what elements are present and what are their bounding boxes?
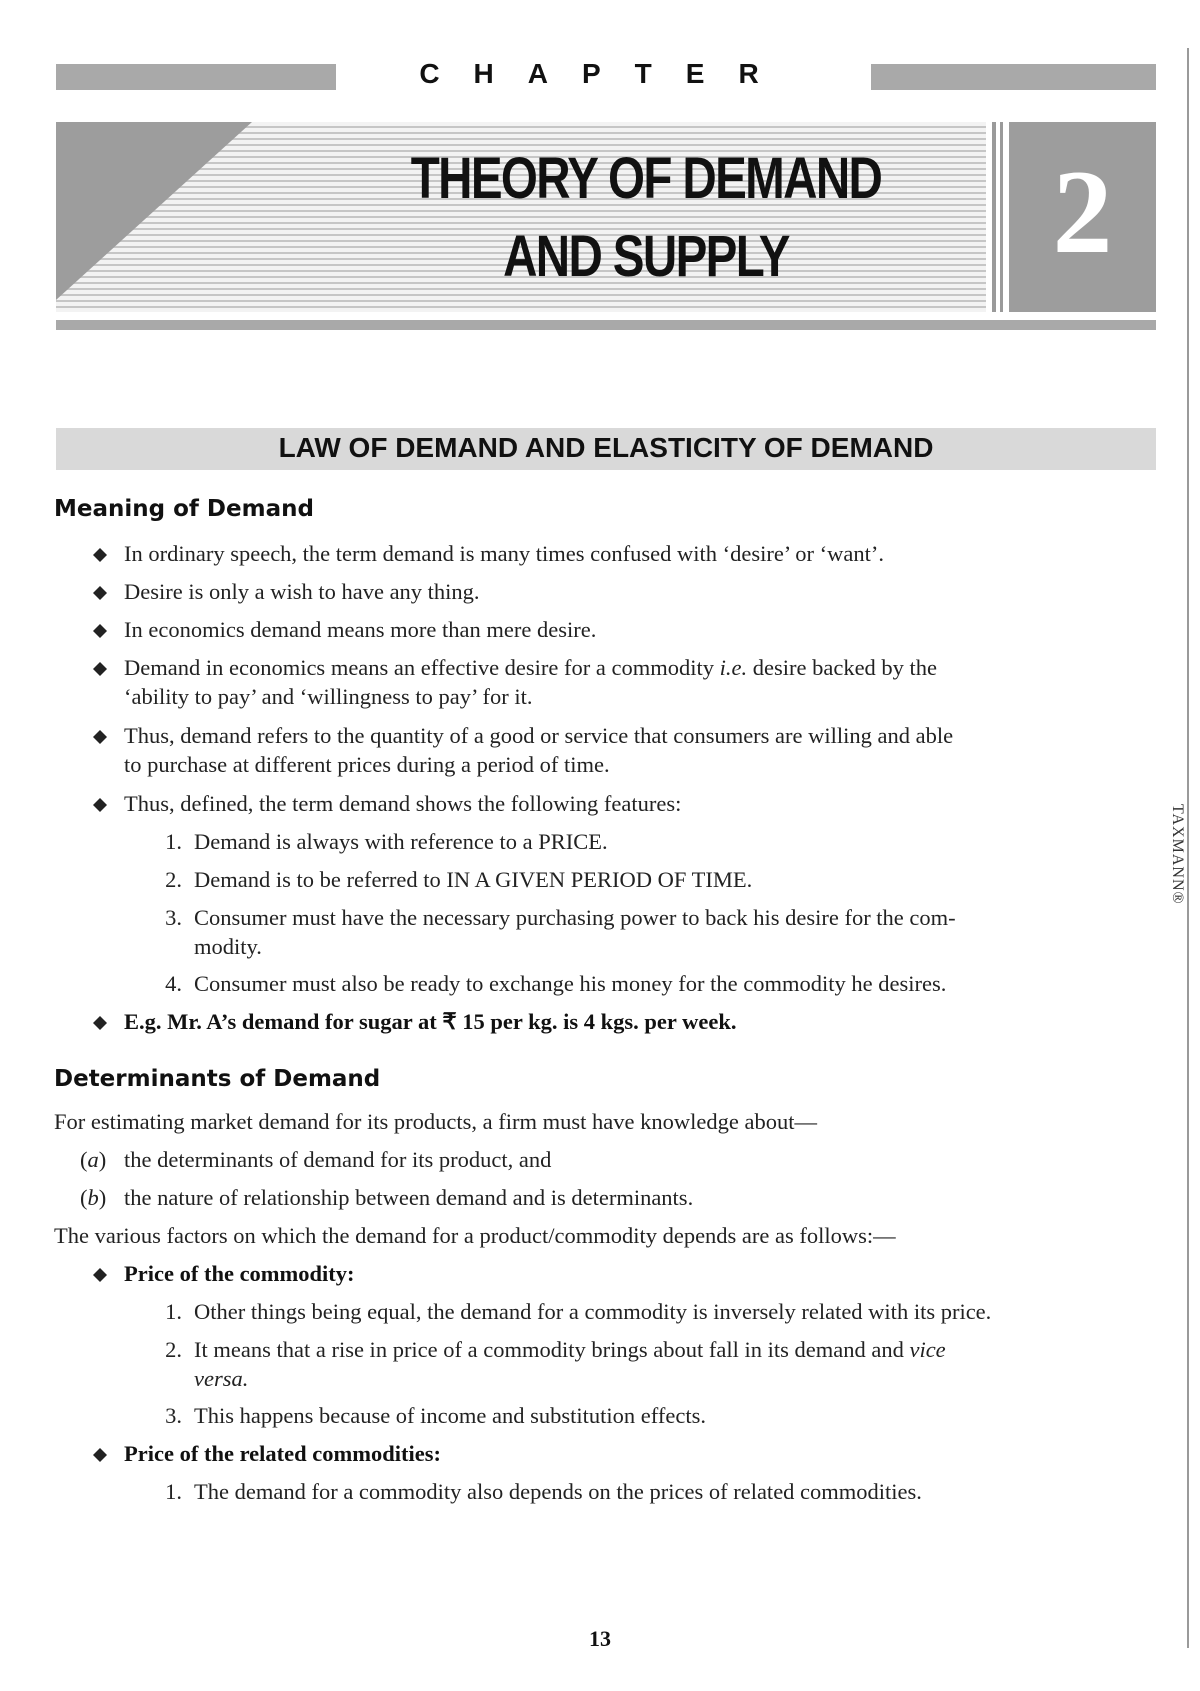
bullet-text: In economics demand means more than mere desire. <box>124 617 597 642</box>
list-number: 4. <box>165 971 182 996</box>
chapter-number: 2 <box>1052 145 1113 278</box>
sub-item-label: (a) <box>80 1147 107 1172</box>
title-separator <box>992 122 996 312</box>
diamond-bullet-icon <box>93 586 107 600</box>
section-title: LAW OF DEMAND AND ELASTICITY OF DEMAND <box>278 432 934 463</box>
bullet-text: Thus, demand refers to the quantity of a good or service that consumers are willing and able <box>124 723 954 748</box>
sub-item-label: (b) <box>80 1185 107 1210</box>
bullet-text: Desire is only a wish to have any thing. <box>124 579 480 604</box>
sub-item-text: the determinants of demand for its product, and <box>124 1147 552 1172</box>
bullet-text-continued: ‘ability to pay’ and ‘willingness to pay’ for it. <box>124 684 533 709</box>
diamond-bullet-icon <box>93 662 107 676</box>
text-fragment: Demand in economics means an effective desire for a commodity <box>124 655 720 680</box>
text-fragment: desire backed by the <box>747 655 938 680</box>
diamond-bullet-icon <box>93 624 107 638</box>
bullet-text: Thus, defined, the term demand shows the following features: <box>124 791 682 816</box>
list-number: 1. <box>165 1479 182 1504</box>
list-number: 2. <box>165 1337 182 1362</box>
title-triangle <box>56 122 256 312</box>
chapter-header-row <box>56 58 1156 94</box>
list-number: 3. <box>165 1403 182 1428</box>
factor-text <box>194 1336 946 1364</box>
diamond-bullet-icon <box>93 730 107 744</box>
factor-heading: Price of the related commodities: <box>124 1441 441 1466</box>
sub-item-letter: b <box>87 1185 99 1210</box>
feature-text: Consumer must also be ready to exchange his money for the commodity he desires. <box>194 971 947 996</box>
feature-text: Demand is always with reference to a PRICE. <box>194 829 608 854</box>
chapter-title-line-1: THEORY OF DEMAND <box>410 146 882 211</box>
title-underline <box>56 320 1156 330</box>
diamond-bullet-icon <box>93 1268 107 1282</box>
diamond-bullet-icon <box>93 1448 107 1462</box>
bullet-text <box>124 654 937 682</box>
factor-text-continued: versa. <box>194 1366 249 1391</box>
example-text: E.g. Mr. A’s demand for sugar at ₹ 15 per kg. is 4 kgs. per week. <box>124 1009 737 1034</box>
diamond-bullet-icon <box>93 548 107 562</box>
page-number: 13 <box>589 1626 611 1651</box>
chapter-title <box>359 140 933 296</box>
paragraph-text: The various factors on which the demand for a product/commodity depends are as follows:— <box>54 1223 896 1248</box>
text-fragment: It means that a rise in price of a commodity brings about fall in its demand and <box>194 1337 910 1362</box>
chapter-title-block <box>56 122 1156 312</box>
sub-item-text: the nature of relationship between demand and is determinants. <box>124 1185 694 1210</box>
chapter-bar-right <box>871 64 1156 90</box>
paragraph-text: For estimating market demand for its products, a firm must have knowledge about— <box>54 1109 817 1134</box>
text-fragment-italic: i.e. <box>719 655 748 680</box>
factor-text: This happens because of income and substitution effects. <box>194 1403 706 1428</box>
feature-text: Demand is to be referred to IN A GIVEN PERIOD OF TIME. <box>194 867 753 892</box>
chapter-title-line-2: AND SUPPLY <box>503 224 789 289</box>
text-fragment-italic: vice <box>909 1337 946 1362</box>
feature-text: Consumer must have the necessary purchasing power to back his desire for the com- <box>194 905 956 930</box>
list-number: 3. <box>165 905 182 930</box>
title-separator-2 <box>1000 122 1003 312</box>
list-number: 2. <box>165 867 182 892</box>
factor-heading: Price of the commodity: <box>124 1261 355 1286</box>
chapter-bar-left <box>56 64 336 90</box>
feature-text-continued: modity. <box>194 934 262 959</box>
diamond-bullet-icon <box>93 798 107 812</box>
heading-determinants-of-demand: Determinants of Demand <box>54 1066 381 1092</box>
diamond-bullet-icon <box>93 1016 107 1030</box>
sub-item-letter: a <box>87 1147 99 1172</box>
heading-meaning-of-demand: Meaning of Demand <box>54 496 314 522</box>
list-number: 1. <box>165 829 182 854</box>
factor-text: The demand for a commodity also depends on the prices of related commodities. <box>194 1479 922 1504</box>
bullet-text-continued: to purchase at different prices during a period of time. <box>124 752 610 777</box>
bullet-text: In ordinary speech, the term demand is many times confused with ‘desire’ or ‘want’. <box>124 541 884 566</box>
list-number: 1. <box>165 1299 182 1324</box>
factor-text: Other things being equal, the demand for a commodity is inversely related with its price. <box>194 1299 992 1324</box>
side-brand: TAXMANN® <box>1168 800 1186 909</box>
side-rule <box>1187 48 1189 1648</box>
chapter-word: CHAPTER <box>419 58 793 89</box>
